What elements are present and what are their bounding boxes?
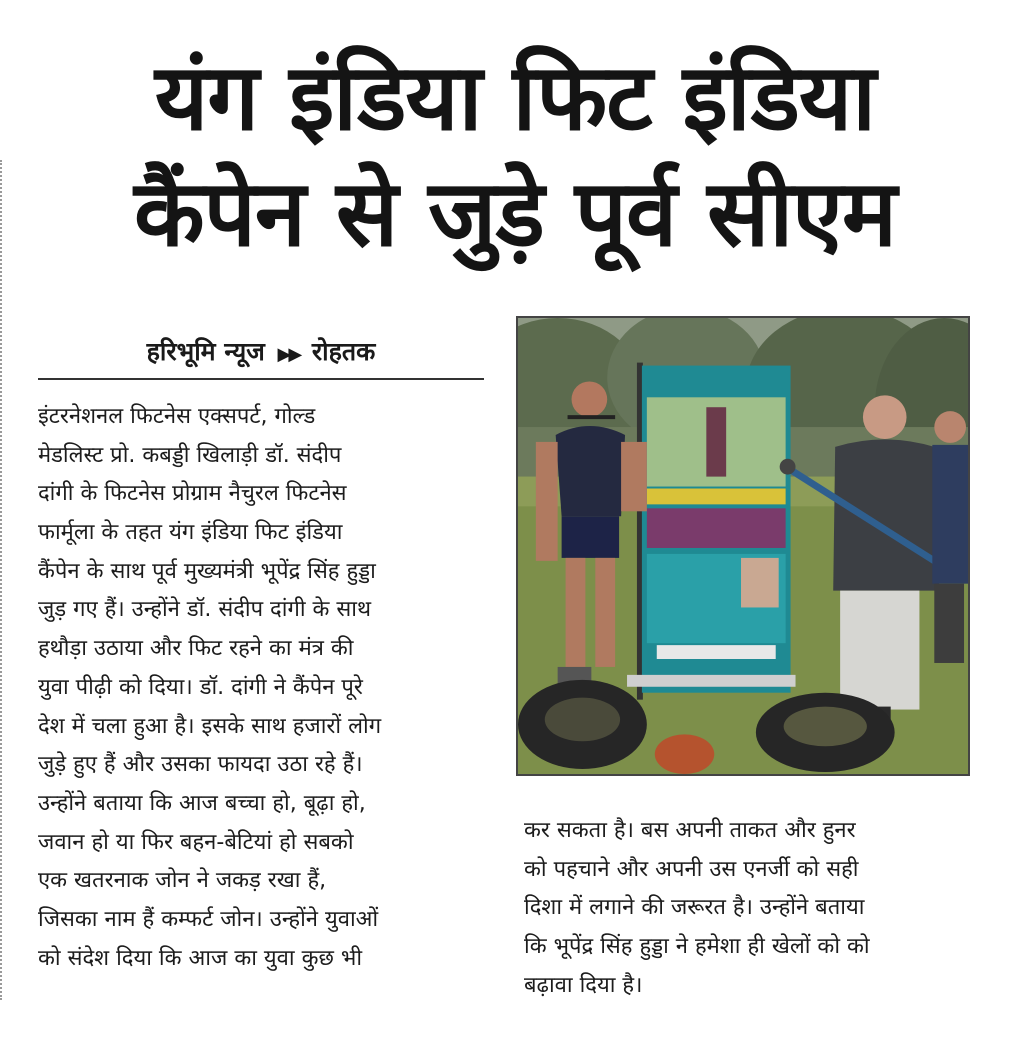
dateline-source: हरिभूमि न्यूज: [146, 337, 265, 366]
dateline-arrows-icon: ▶▶: [277, 344, 300, 365]
news-photo: [516, 316, 970, 776]
article-line: दिशा में लगाने की जरूरत है। उन्होंने बताया: [524, 895, 865, 921]
article-line: इंटरनेशनल फिटनेस एक्सपर्ट, गोल्ड: [38, 404, 316, 429]
article-line: देश में चला हुआ है। इसके साथ हजारों लोग: [38, 713, 382, 739]
article-line: कैंपेन के साथ पूर्व मुख्यमंत्री भूपेंद्र सिंह हुड्डा: [38, 558, 376, 584]
headline-line-2: कैंपेन से जुड़े पूर्व सीएम: [133, 160, 897, 267]
headline: [40, 40, 990, 272]
article-line: फार्मूला के तहत यंग इंडिया फिट इंडिया: [38, 520, 343, 546]
article-line: बढ़ावा दिया है।: [524, 972, 643, 998]
article-line: हथौड़ा उठाया और फिट रहने का मंत्र की: [38, 636, 354, 662]
article-column-left: [38, 398, 484, 1018]
article-line: एक खतरनाक जोन ने जकड़ रखा हैं,: [38, 868, 327, 894]
article-line: कर सकता है। बस अपनी ताकत और हुनर: [524, 818, 856, 843]
article-line: उन्होंने बताया कि आज बच्चा हो, बूढ़ा हो,: [38, 790, 366, 816]
news-photo-illustration: [518, 318, 968, 774]
page-fold-edge: [0, 160, 6, 1000]
article-line: जवान हो या फिर बहन-बेटियां हो सबको: [38, 829, 354, 855]
article-line: जुड़े हुए हैं और उसका फायदा उठा रहे हैं।: [38, 752, 363, 778]
article-line: जुड़ गए हैं। उन्होंने डॉ. संदीप दांगी के साथ: [38, 597, 372, 623]
article-line: को पहचाने और अपनी उस एनर्जी को सही: [524, 856, 859, 882]
article-line: दांगी के फिटनेस प्रोग्राम नैचुरल फिटनेस: [38, 481, 347, 507]
article-line: कि भूपेंद्र सिंह हुड्डा ने हमेशा ही खेलों को को: [524, 934, 870, 960]
article-line: जिसका नाम हैं कम्फर्ट जोन। उन्होंने युवाओं: [38, 906, 379, 932]
article-column-right: [524, 812, 974, 1012]
photo-bystander: [932, 411, 968, 663]
article-line: मेडलिस्ट प्रो. कबड्डी खिलाड़ी डॉ. संदीप: [38, 442, 342, 468]
dateline-location: रोहतक: [311, 337, 376, 366]
headline-line-1: यंग इंडिया फिट इंडिया: [154, 44, 876, 151]
photo-rugby-ball: [655, 734, 714, 774]
article-line: युवा पीढ़ी को दिया। डॉ. दांगी ने कैंपेन पूरे: [38, 674, 363, 700]
article-line: को संदेश दिया कि आज का युवा कुछ भी: [38, 945, 363, 971]
dateline: [38, 330, 484, 380]
photo-banner: [627, 363, 796, 700]
